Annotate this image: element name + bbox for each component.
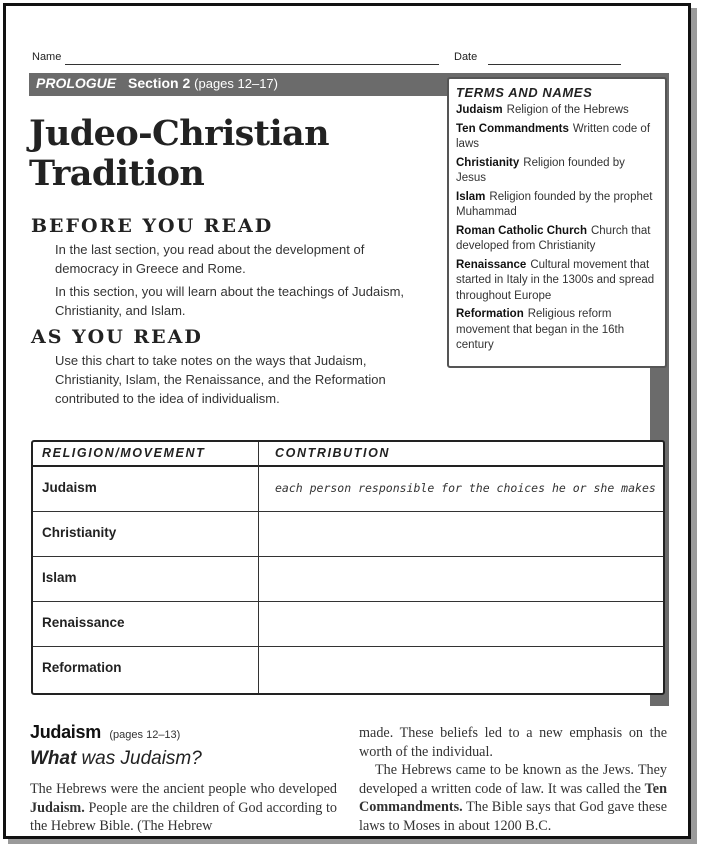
chart-col1-header: RELIGION/MOVEMENT — [42, 446, 206, 460]
judaism-pages: (pages 12–13) — [109, 729, 181, 741]
term-item — [456, 156, 658, 187]
body-text: The Hebrews were the ancient people who developed — [30, 781, 337, 797]
term-name: Islam — [456, 190, 486, 203]
term-name: Ten Commandments — [456, 122, 569, 135]
row-label: Judaism — [42, 480, 97, 495]
as-you-read-heading: AS YOU READ — [31, 326, 203, 348]
chart-header — [33, 442, 663, 467]
term-item — [456, 224, 658, 255]
row-contribution[interactable]: each person responsible for the choices he or she makes — [275, 481, 656, 495]
judaism-question — [30, 748, 202, 770]
question-rest: was Judaism? — [81, 748, 202, 769]
chart-col2-header: CONTRIBUTION — [275, 446, 391, 460]
term-name: Reformation — [456, 308, 524, 320]
notes-chart — [31, 440, 665, 695]
section-label: Section 2 — [128, 75, 191, 91]
terms-heading: TERMS AND NAMES — [456, 85, 593, 100]
term-name: Roman Catholic Church — [456, 224, 587, 237]
term-definition: Religious reform movement that began in the 16th century — [456, 308, 625, 351]
chart-row — [33, 512, 663, 557]
term-item — [456, 190, 658, 221]
as-you-read-para: Use this chart to take notes on the ways that Judaism, Christianity, Islam, the Renaissance, and the Reformation contributed to the idea of individualism. — [55, 353, 386, 406]
term-definition: Religion founded by Jesus — [456, 156, 625, 184]
body-text: The Hebrews came to be known as the Jews. They developed a written code of law. It was called the — [359, 762, 667, 797]
chart-row — [33, 467, 663, 512]
term-item — [456, 103, 658, 119]
term-definition: Cultural movement that started in Italy in the 1300s and spread throughout Europe — [456, 258, 655, 302]
body-column-right — [359, 724, 667, 835]
term-name: Renaissance — [456, 258, 527, 271]
body-text: People are the children of God according to the Hebrew Bible. (The Hebrew — [30, 799, 337, 834]
name-field-line[interactable] — [65, 64, 439, 65]
row-label: Renaissance — [42, 615, 125, 630]
judaism-subheading — [30, 722, 180, 743]
before-you-read-heading: BEFORE YOU READ — [31, 215, 274, 237]
page-shadow-right — [691, 8, 697, 844]
term-definition: Church that developed from Christianity — [456, 224, 651, 252]
body-column-left — [30, 780, 337, 836]
term-item — [456, 122, 658, 153]
row-label: Islam — [42, 570, 77, 585]
body-text: The Bible says that God gave these laws to Moses in about 1200 B.C. — [359, 799, 667, 834]
terms-and-names-box — [447, 77, 667, 368]
before-you-read-para1: In the last section, you read about the development of democracy in Greece and Rome. — [55, 242, 365, 276]
chart-row — [33, 647, 663, 693]
section-pages: (pages 12–17) — [194, 76, 278, 91]
name-label: Name — [32, 51, 62, 63]
date-label: Date — [454, 51, 478, 63]
term-item — [456, 307, 658, 354]
before-you-read-para2: In this section, you will learn about the teachings of Judaism, Christianity, and Islam. — [55, 284, 405, 318]
term-name: Christianity — [456, 156, 520, 169]
prologue-label: PROLOGUE — [36, 75, 117, 91]
body-bold-term: Ten Commandments. — [359, 780, 667, 815]
term-name: Judaism — [456, 104, 503, 116]
term-definition: Religion founded by the prophet Muhammad — [456, 190, 653, 218]
body-bold-term: Judaism. — [30, 799, 85, 816]
page-title-line2: Tradition — [29, 153, 205, 194]
body-text: made. These beliefs led to a new emphasis on the worth of the individual. — [359, 725, 667, 760]
row-label: Reformation — [42, 660, 122, 675]
question-bold: What — [30, 748, 77, 769]
term-definition: Religion of the Hebrews — [506, 104, 629, 116]
row-label: Christianity — [42, 525, 117, 540]
term-item — [456, 258, 658, 305]
chart-row — [33, 602, 663, 647]
page-shadow-bottom — [8, 839, 697, 844]
page-title — [29, 114, 329, 194]
page-title-line1: Judeo-Christian — [29, 113, 329, 154]
term-definition: Written code of laws — [456, 122, 651, 150]
chart-row — [33, 557, 663, 602]
date-field-line[interactable] — [488, 64, 621, 65]
worksheet-page — [3, 3, 691, 839]
judaism-title: Judaism — [30, 722, 101, 742]
